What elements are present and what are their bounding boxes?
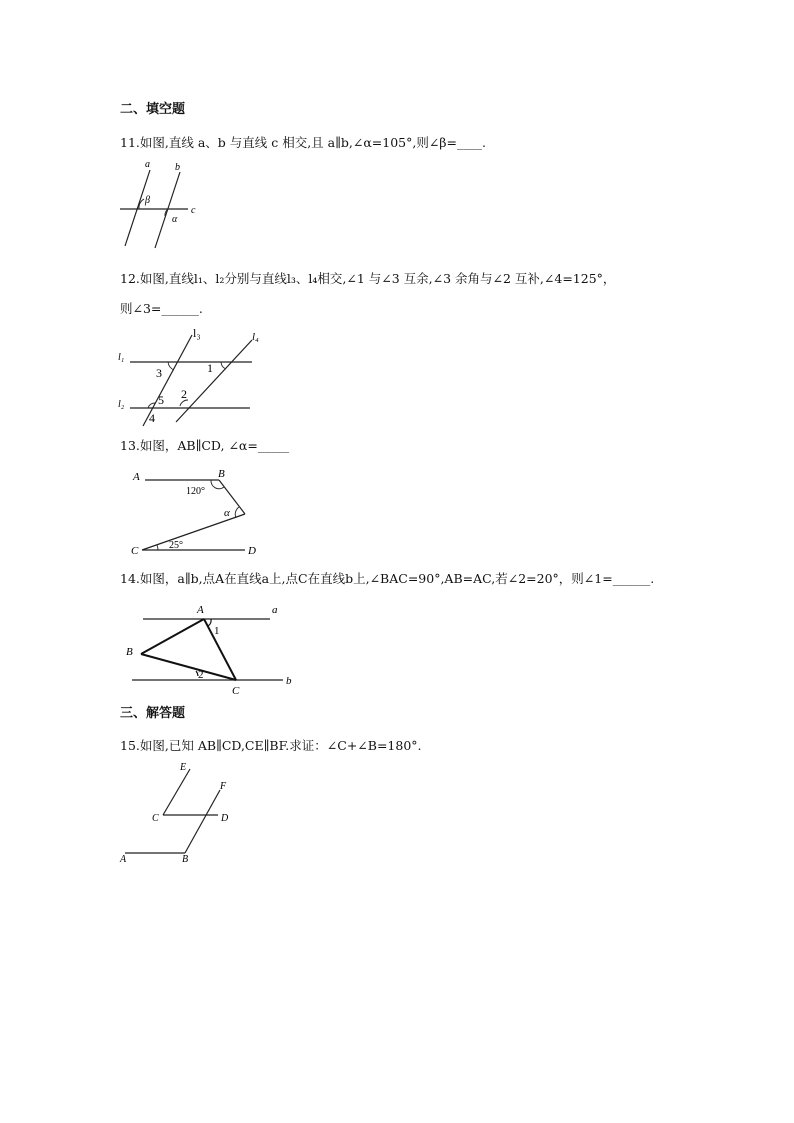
section-heading-answer: 三、解答题 xyxy=(120,706,186,721)
label-c: c xyxy=(191,205,196,216)
section-heading-fill-blank: 二、填空题 xyxy=(120,102,186,117)
label-l2: l₂ xyxy=(118,399,125,410)
label-B: B xyxy=(126,646,133,658)
label-4: 4 xyxy=(149,411,155,425)
label-A: A xyxy=(120,854,127,865)
label-25: 25° xyxy=(169,540,183,551)
label-F: F xyxy=(220,781,227,792)
label-b: b xyxy=(286,675,292,687)
label-b: b xyxy=(175,162,180,173)
label-A: A xyxy=(133,471,140,483)
label-a: a xyxy=(272,604,278,616)
label-1: 1 xyxy=(214,625,220,637)
question-12-text-line2: 则∠3=______. xyxy=(120,301,203,316)
label-E: E xyxy=(180,762,187,773)
label-alpha: α xyxy=(224,507,230,519)
question-13-text: 13.如图，AB∥CD, ∠α=_____ xyxy=(120,438,290,453)
question-15-text: 15.如图,已知 AB∥CD,CE∥BF.求证：∠C+∠B=180°. xyxy=(120,738,422,753)
label-l1: l₁ xyxy=(118,352,125,363)
label-a: a xyxy=(145,159,150,170)
label-D: D xyxy=(221,813,229,824)
label-alpha: α xyxy=(172,214,178,225)
label-D: D xyxy=(248,545,256,557)
question-14-text: 14.如图，a∥b,点A在直线a上,点C在直线b上,∠BAC=90°,AB=AC,若∠2=20°，则∠1=______. xyxy=(120,571,655,586)
label-B: B xyxy=(182,854,189,865)
label-5: 5 xyxy=(158,393,164,407)
label-beta: β xyxy=(145,195,150,206)
label-l4: l₄ xyxy=(252,331,259,343)
label-A: A xyxy=(197,604,204,616)
ray-BF xyxy=(185,790,220,853)
label-C: C xyxy=(232,685,240,697)
question-11-text: 11.如图,直线 a、b 与直线 c 相交,且 a∥b,∠α=105°,则∠β=____. xyxy=(120,135,486,150)
label-l3: l₃ xyxy=(193,326,201,340)
ray-CE xyxy=(163,769,190,815)
label-2: 2 xyxy=(181,387,187,401)
label-3: 3 xyxy=(156,366,162,380)
label-2: 2 xyxy=(198,669,204,681)
label-C: C xyxy=(152,813,159,824)
label-120: 120° xyxy=(186,486,205,497)
question-12-text-line1: 12.如图,直线l₁、l₂分别与直线l₃、l₄相交,∠1 与∠3 互余,∠3 余角与∠2 互补,∠4=125°， xyxy=(120,271,616,286)
label-B: B xyxy=(218,468,225,480)
label-C: C xyxy=(131,545,139,557)
label-1: 1 xyxy=(207,361,213,375)
